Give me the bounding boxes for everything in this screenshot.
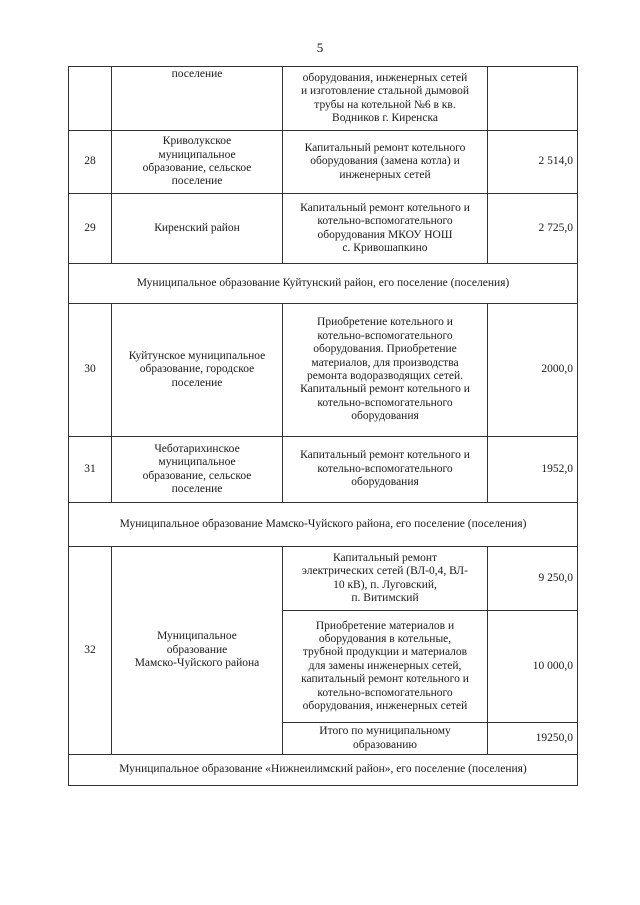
row-number [69,67,112,131]
allocation-table [68,66,578,786]
sum-cell: 2 725,0 [488,194,578,264]
section-header-row [69,755,578,786]
sum-cell: 2000,0 [488,304,578,437]
work-cell: Приобретение котельного и котельно-вспомогательного оборудования. Приобретение материалов, для производства ремонта водоразводящих сетей. Капитальный ремонт котельного и котельно-вспомогательного оборудования [283,304,488,437]
entity-cell: Муниципальное образование Мамско-Чуйского района [112,547,283,755]
row-number: 30 [69,304,112,437]
row-number: 31 [69,437,112,503]
row-number: 29 [69,194,112,264]
page-number: 5 [316,40,324,55]
section-header: Муниципальное образование Мамско-Чуйского района, его поселение (поселения) [69,503,578,547]
section-header-row [69,503,578,547]
sum-cell [488,67,578,131]
row-number: 32 [69,547,112,755]
table-row [69,131,578,194]
work-cell: Капитальный ремонт котельного и котельно-вспомогательного оборудования [283,437,488,503]
row-number: 28 [69,131,112,194]
table-row [69,547,578,611]
work-cell: Капитальный ремонт котельного оборудования (замена котла) и инженерных сетей [283,131,488,194]
section-header-row [69,264,578,304]
section-header: Муниципальное образование «Нижнеилимский район», его поселение (поселения) [69,755,578,786]
table-row [69,194,578,264]
total-label: Итого по муниципальному образованию [283,723,488,755]
sum-cell: 10 000,0 [488,611,578,723]
work-cell: Капитальный ремонт котельного и котельно-вспомогательного оборудования МКОУ НОШ с. Кривошапкино [283,194,488,264]
work-cell: Приобретение материалов и оборудования в котельные, трубной продукции и материалов для замены инженерных сетей, капитальный ремонт котельного и котельно-вспомогательного оборудования, инженерных сетей [283,611,488,723]
total-sum: 19250,0 [488,723,578,755]
table-row [69,304,578,437]
table-row-continued [69,67,578,131]
entity-cell: поселение [112,67,283,131]
entity-cell: Киренский район [112,194,283,264]
sum-cell: 2 514,0 [488,131,578,194]
entity-cell: Криволукское муниципальное образование, сельское поселение [112,131,283,194]
table-row [69,437,578,503]
entity-cell: Куйтунское муниципальное образование, городское поселение [112,304,283,437]
section-header: Муниципальное образование Куйтунский район, его поселение (поселения) [69,264,578,304]
work-cell: оборудования, инженерных сетей и изготовление стальной дымовой трубы на котельной №6 в кв. Водников г. Киренска [283,67,488,131]
work-cell: Капитальный ремонт электрических сетей (ВЛ-0,4, ВЛ- 10 кВ), п. Луговский, п. Витимский [283,547,488,611]
sum-cell: 1952,0 [488,437,578,503]
sum-cell: 9 250,0 [488,547,578,611]
entity-cell: Чеботарихинское муниципальное образование, сельское поселение [112,437,283,503]
